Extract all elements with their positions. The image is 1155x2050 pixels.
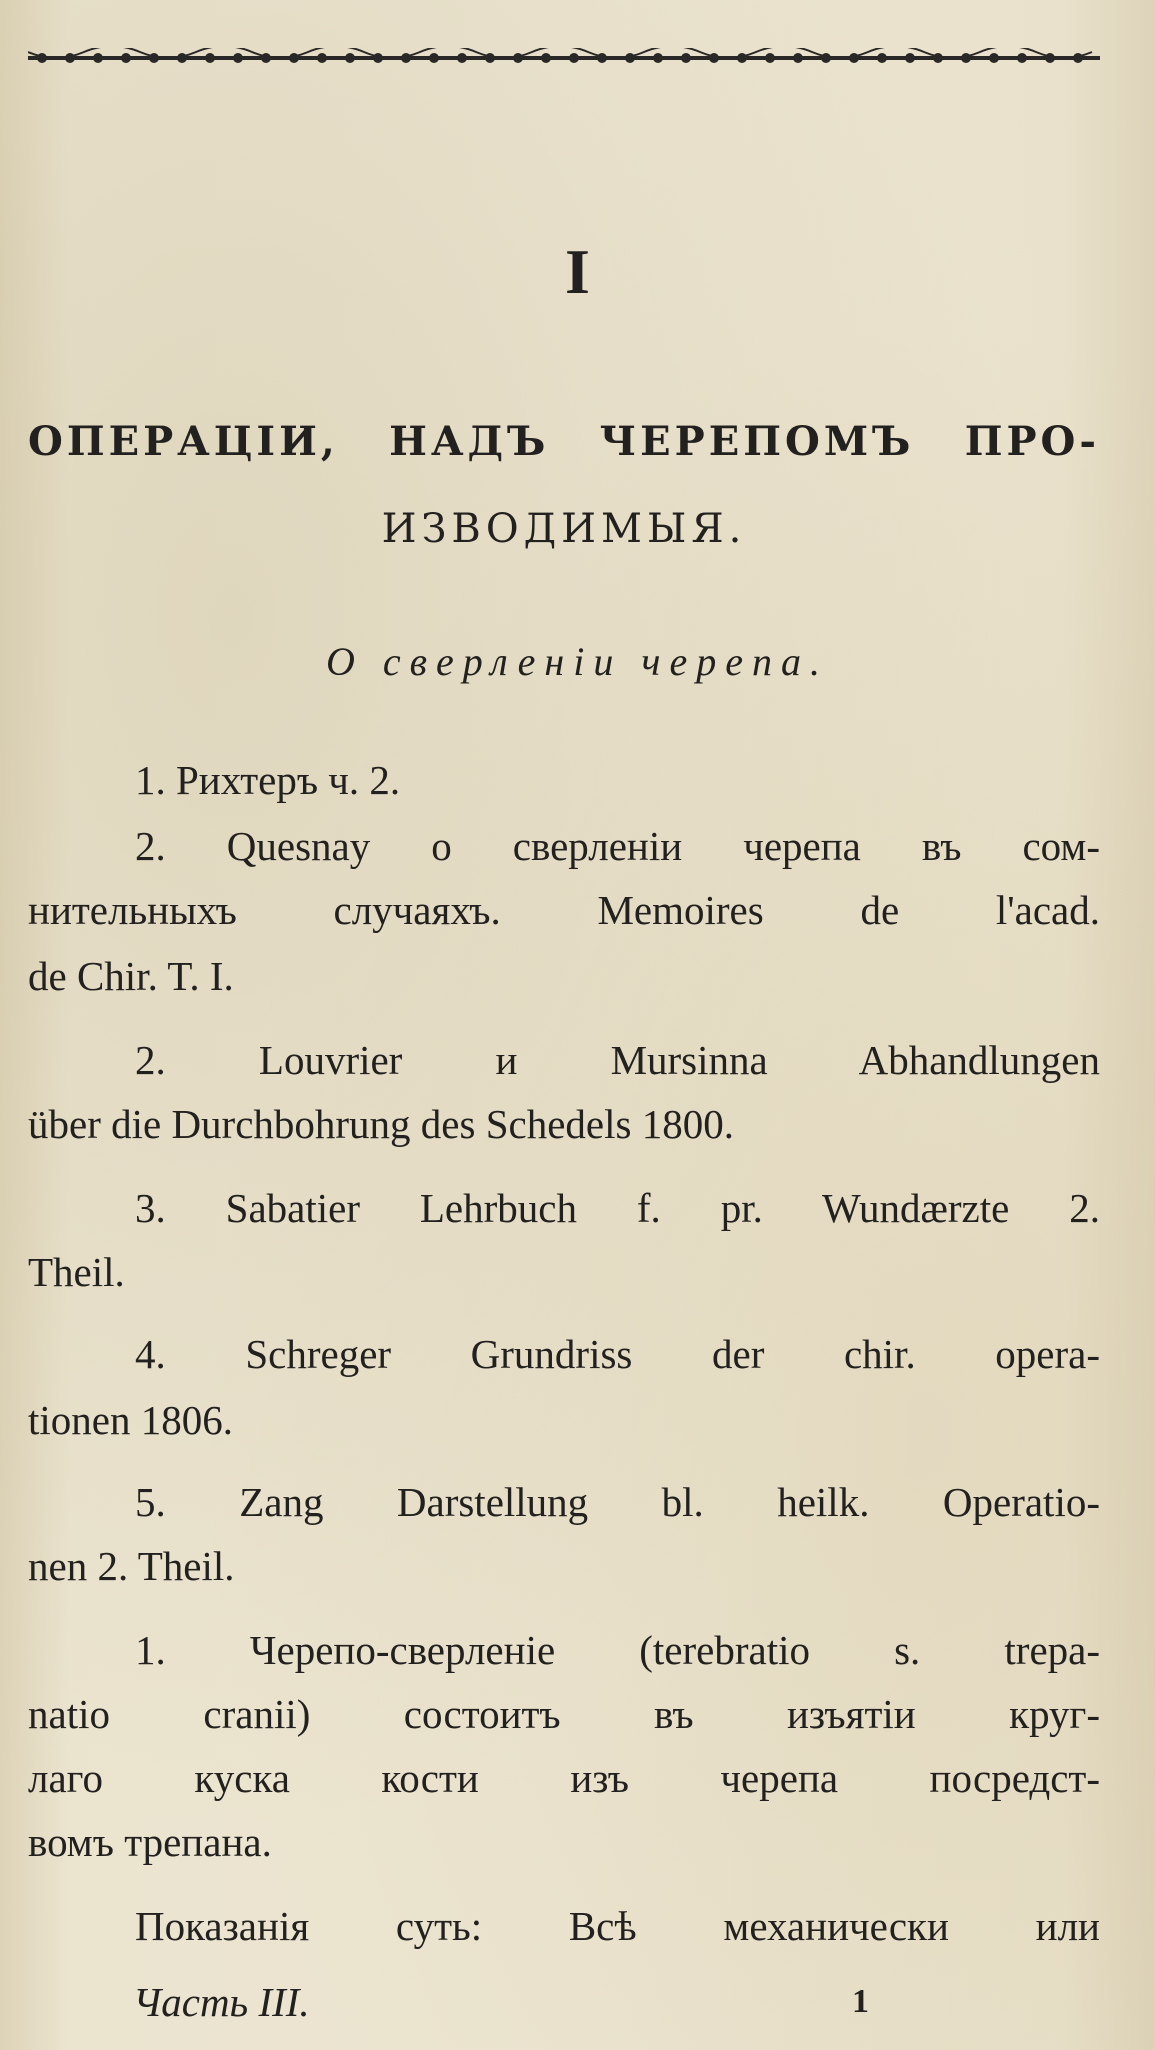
text-line: нительныхъ случаяхъ. Memoires de l'acad.	[28, 887, 1100, 933]
volume-label: Часть III.	[133, 1979, 310, 2025]
text-line: 2. Louvrier и Mursinna Abhandlungen	[135, 1037, 1100, 1083]
text-line: nen 2. Theil.	[28, 1543, 235, 1589]
text-line: Показанiя суть: Всѣ механически или	[135, 1903, 1100, 1949]
text-line: über die Durchbohrung des Schedels 1800.	[28, 1101, 734, 1147]
text-line: 5. Zang Darstellung bl. heilk. Operatio-	[135, 1479, 1100, 1525]
text-line: 1. Рихтеръ ч. 2.	[135, 757, 401, 803]
signature-mark: 1	[852, 1983, 869, 2020]
chapter-number: I	[565, 236, 590, 307]
text-line: tionen 1806.	[28, 1397, 233, 1443]
text-line: 4. Schreger Grundriss der chir. opera-	[135, 1331, 1100, 1377]
decorative-rule	[28, 48, 1100, 68]
section-title: О сверленiи черепа.	[326, 639, 829, 684]
chapter-title-line-2: ИЗВОДИМЫЯ.	[381, 506, 747, 552]
text-line: вомъ трепана.	[28, 1819, 272, 1865]
text-line: Theil.	[28, 1249, 125, 1295]
text-line: natio cranii) состоитъ въ изъятiи круг-	[28, 1691, 1100, 1737]
text-line: лаго куска кости изъ черепа посредст-	[28, 1755, 1100, 1801]
text-line: de Chir. T. I.	[28, 953, 234, 999]
text-line: 2. Quesnay о сверленiи черепа въ сом-	[135, 823, 1100, 869]
text-line: 1. Черепо-сверленiе (terebratio s. trepa-	[135, 1627, 1100, 1673]
text-line: 3. Sabatier Lehrbuch f. pr. Wundærzte 2.	[135, 1185, 1100, 1231]
chapter-title-line-1: ОПЕРАЦIИ, НАДЪ ЧЕРЕПОМЪ ПРО-	[28, 418, 1100, 465]
